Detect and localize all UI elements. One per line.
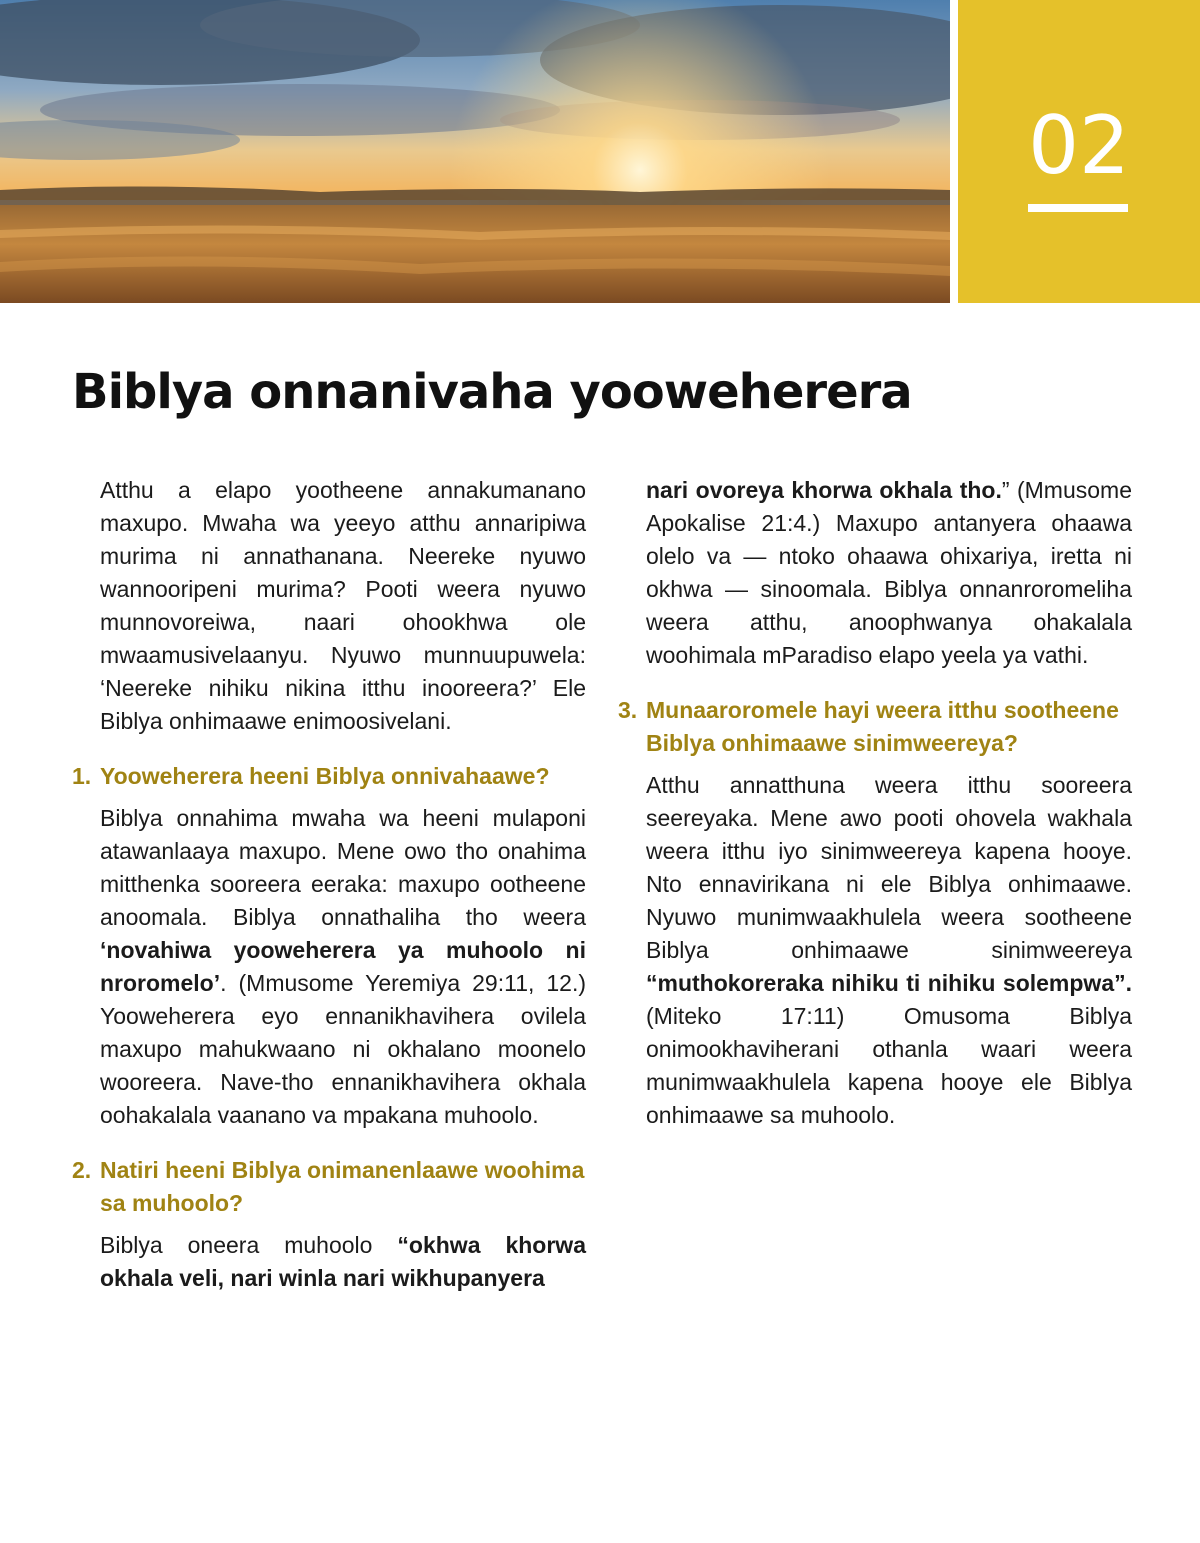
left-column [72, 474, 586, 1295]
intro-paragraph: Atthu a elapo yootheene annakumanano maxupo. Mwaha wa yeeyo atthu annaripiwa murima ni annathanana. Neereke nyuwo wannooripeni murima? Pooti weera nyuwo munnovoreiwa, naari ohookhwa ole mwaamusivelaanyu. Nyuwo munnuupuwela: ‘Neereke nihiku nikina itthu inooreera?’ Ele Biblya onhimaawe enimoosivelani. [100, 477, 586, 734]
answer-1-paragraph [100, 802, 586, 1132]
question-2-number: 2. [72, 1157, 92, 1183]
answer-2-bold-quote-b: nari ovoreya khorwa okhala tho. [646, 477, 1002, 503]
question-2-text: Natiri heeni Biblya onimanenlaawe woohima sa muhoolo? [100, 1157, 585, 1216]
answer-3-paragraph [646, 769, 1132, 1132]
answer-1-text-b: . (Mmusome Yeremiya 29:11, 12.) Yooweherera eyo ennanikhavihera ovilela maxupo mahukwaano ni okhalano moonelo wooreera. Nave-tho ennanikhavihera okhala oohakalala vaanano va mpakana muhoolo. [100, 970, 586, 1128]
question-3-text: Munaaroromele hayi weera itthu sootheene Biblya onhimaawe sinimweereya? [646, 697, 1119, 756]
answer-2-bold-quote-a: “okhwa khorwa okhala veli, nari winla nari wikhupanyera [100, 1232, 586, 1291]
hero-photo [0, 0, 950, 303]
question-3-heading [618, 694, 1132, 760]
chapter-marker [958, 0, 1200, 303]
answer-1-bold-quote: ‘novahiwa yooweherera ya muhoolo ni nroromelo’ [100, 937, 586, 996]
question-1-text: Yooweherera heeni Biblya onnivahaawe? [100, 763, 550, 789]
page-title: Biblya onnanivaha yooweherera [72, 364, 912, 420]
answer-3-text-b: (Miteko 17:11) Omusoma Biblya onimookhaviherani othanla waari weera munimwaakhulela kapena hooye ele Biblya onhimaawe sa muhoolo. [646, 1003, 1132, 1128]
answer-1-text-a: Biblya onnahima mwaha wa heeni mulaponi atawanlaaya maxupo. Mene owo tho onahima mitthenka sooreera eeraka: maxupo ootheene anoomala. Biblya onnathaliha tho weera [100, 805, 586, 930]
answer-2-paragraph-start [100, 1229, 586, 1295]
answer-3-bold-quote: “muthokoreraka nihiku ti nihiku solempwa”. [646, 970, 1132, 996]
answer-2-paragraph-end [646, 474, 1132, 672]
answer-2-text-b: ” (Mmusome Apokalise 21:4.) Maxupo antanyera ohaawa olelo va — ntoko ohaawa ohixariya, iretta ni okhwa — sinoomala. Biblya onnanroromeliha weera atthu, anoophwanya ohakalala woohimala mParadiso elapo yeela ya vathi. [646, 477, 1132, 668]
question-1-heading [72, 760, 586, 793]
answer-3-text-a: Atthu annatthuna weera itthu sooreera seereyaka. Mene awo pooti ohovela wakhala weera itthu iyo sinimweereya kapena hooye. Nto ennavirikana ni ele Biblya onhimaawe. Nyuwo munimwaakhulela weera sootheene Biblya onhimaawe sinimweereya [646, 772, 1132, 963]
answer-2-text-a: Biblya oneera muhoolo [100, 1232, 398, 1258]
chapter-number: 02 [1028, 99, 1130, 192]
right-column [618, 474, 1132, 1132]
question-1-number: 1. [72, 763, 92, 789]
chapter-underline [1028, 204, 1128, 212]
question-2-heading [72, 1154, 586, 1220]
question-3-number: 3. [618, 697, 638, 723]
